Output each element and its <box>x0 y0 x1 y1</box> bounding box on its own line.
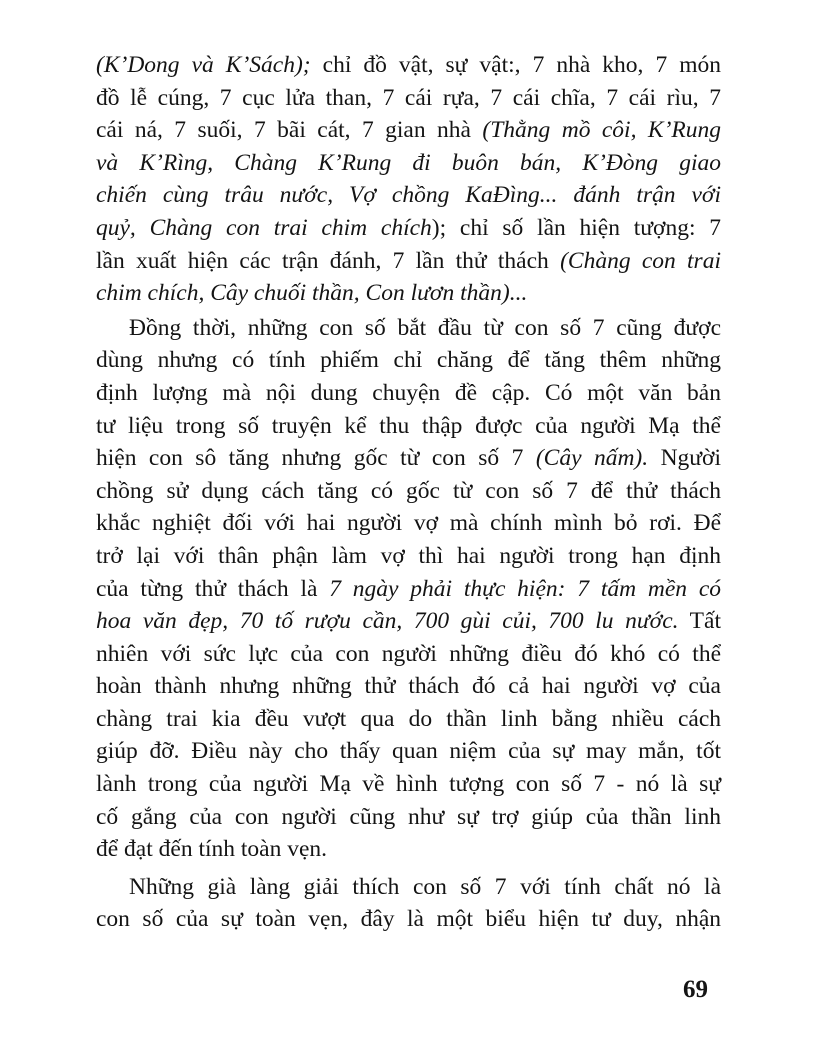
text-segment: chồng sử dụng cách tăng có gốc từ con số 7 để thử thách <box>96 477 721 504</box>
text-line <box>96 801 721 834</box>
text-segment: để đạt đến tính toàn vẹn. <box>96 836 328 863</box>
text-segment: hiện con sô tăng nhưng gốc từ con số 7 <box>96 445 536 472</box>
italic-text-segment: quỷ, Chàng con trai chim chích <box>96 214 432 241</box>
page-body <box>96 49 721 936</box>
text-segment: Những già làng giải thích con số 7 với tính chất nó là <box>129 873 721 900</box>
text-segment: lần xuất hiện các trận đánh, 7 lần thử thách <box>96 247 561 274</box>
text-line <box>96 442 721 475</box>
italic-text-segment: (K’Dong và K’Sách); <box>96 52 311 78</box>
text-line <box>96 344 721 377</box>
text-segment: dùng nhưng có tính phiếm chỉ chăng để tăng thêm những <box>96 347 721 374</box>
text-line <box>96 312 721 345</box>
text-segment: định lượng mà nội dung chuyện đề cập. Có một văn bản <box>96 379 721 406</box>
text-segment: giúp đỡ. Điều này cho thấy quan niệm của sự may mắn, tốt <box>96 738 721 765</box>
italic-text-segment: hoa văn đẹp, 70 tố rượu cần, 700 gùi củi, 700 lu nước. <box>96 608 679 635</box>
text-line <box>96 245 721 278</box>
text-segment: của từng thử thách là <box>96 575 330 602</box>
text-segment: đồ lễ cúng, 7 cục lửa than, 7 cái rựa, 7 cái chĩa, 7 cái rìu, 7 <box>96 84 721 111</box>
text-line <box>96 871 721 904</box>
text-segment: ); chỉ số lần hiện tượng: 7 <box>431 214 721 241</box>
text-line <box>96 49 721 82</box>
text-segment: nhiên với sức lực của con người những điều đó khó có thể <box>96 640 721 667</box>
text-line <box>96 277 721 310</box>
text-line <box>96 377 721 410</box>
text-segment: khắc nghiệt đối với hai người vợ mà chính mình bỏ rơi. Để <box>96 510 721 537</box>
text-segment: trở lại với thân phận làm vợ thì hai người trong hạn định <box>96 542 721 569</box>
text-segment: Tất <box>678 608 721 635</box>
text-segment: hoàn thành nhưng những thử thách đó cả hai người vợ của <box>96 673 721 700</box>
text-segment: chỉ đồ vật, sự vật:, 7 nhà kho, 7 món <box>310 52 722 78</box>
page-number: 69 <box>683 976 708 1003</box>
text-line <box>96 833 721 866</box>
text-line <box>96 573 721 606</box>
italic-text-segment: (Cây nấm). <box>535 445 649 472</box>
text-line <box>96 507 721 540</box>
text-line <box>96 768 721 801</box>
text-line <box>96 212 721 245</box>
italic-text-segment: (Chàng con trai <box>560 247 721 274</box>
italic-text-segment: (Thằng mồ côi, K’Rung <box>482 117 721 144</box>
text-segment: Đồng thời, những con số bắt đầu từ con số 7 cũng được <box>129 314 721 341</box>
italic-text-segment: và K’Rìng, Chàng K’Rung đi buôn bán, K’Đòng giao <box>96 149 721 176</box>
text-segment: con số của sự toàn vẹn, đây là một biểu hiện tư duy, nhận <box>96 906 721 933</box>
text-line <box>96 670 721 703</box>
text-segment: cái ná, 7 suối, 7 bãi cát, 7 gian nhà <box>96 117 483 144</box>
text-line <box>96 903 721 936</box>
text-line <box>96 605 721 638</box>
text-line <box>96 638 721 671</box>
text-line <box>96 410 721 443</box>
italic-text-segment: chiến cùng trâu nước, Vợ chồng KaĐìng... đánh trận với <box>96 182 721 209</box>
text-segment: cố gắng của con người cũng như sự trợ giúp của thần linh <box>96 803 721 830</box>
text-line <box>96 179 721 212</box>
text-line <box>96 82 721 115</box>
text-segment: Người <box>648 445 721 472</box>
text-line <box>96 114 721 147</box>
text-line <box>96 147 721 180</box>
text-line <box>96 475 721 508</box>
italic-text-segment: 7 ngày phải thực hiện: 7 tấm mền có <box>329 575 721 602</box>
text-line <box>96 703 721 736</box>
text-line <box>96 735 721 768</box>
italic-text-segment: chim chích, Cây chuối thần, Con lươn thần)... <box>96 280 528 307</box>
text-line <box>96 540 721 573</box>
text-segment: chàng trai kia đều vượt qua do thần linh bằng nhiều cách <box>96 705 721 732</box>
text-segment: lành trong của người Mạ về hình tượng con số 7 - nó là sự <box>96 771 721 798</box>
text-segment: tư liệu trong số truyện kể thu thập được của người Mạ thể <box>96 412 721 439</box>
